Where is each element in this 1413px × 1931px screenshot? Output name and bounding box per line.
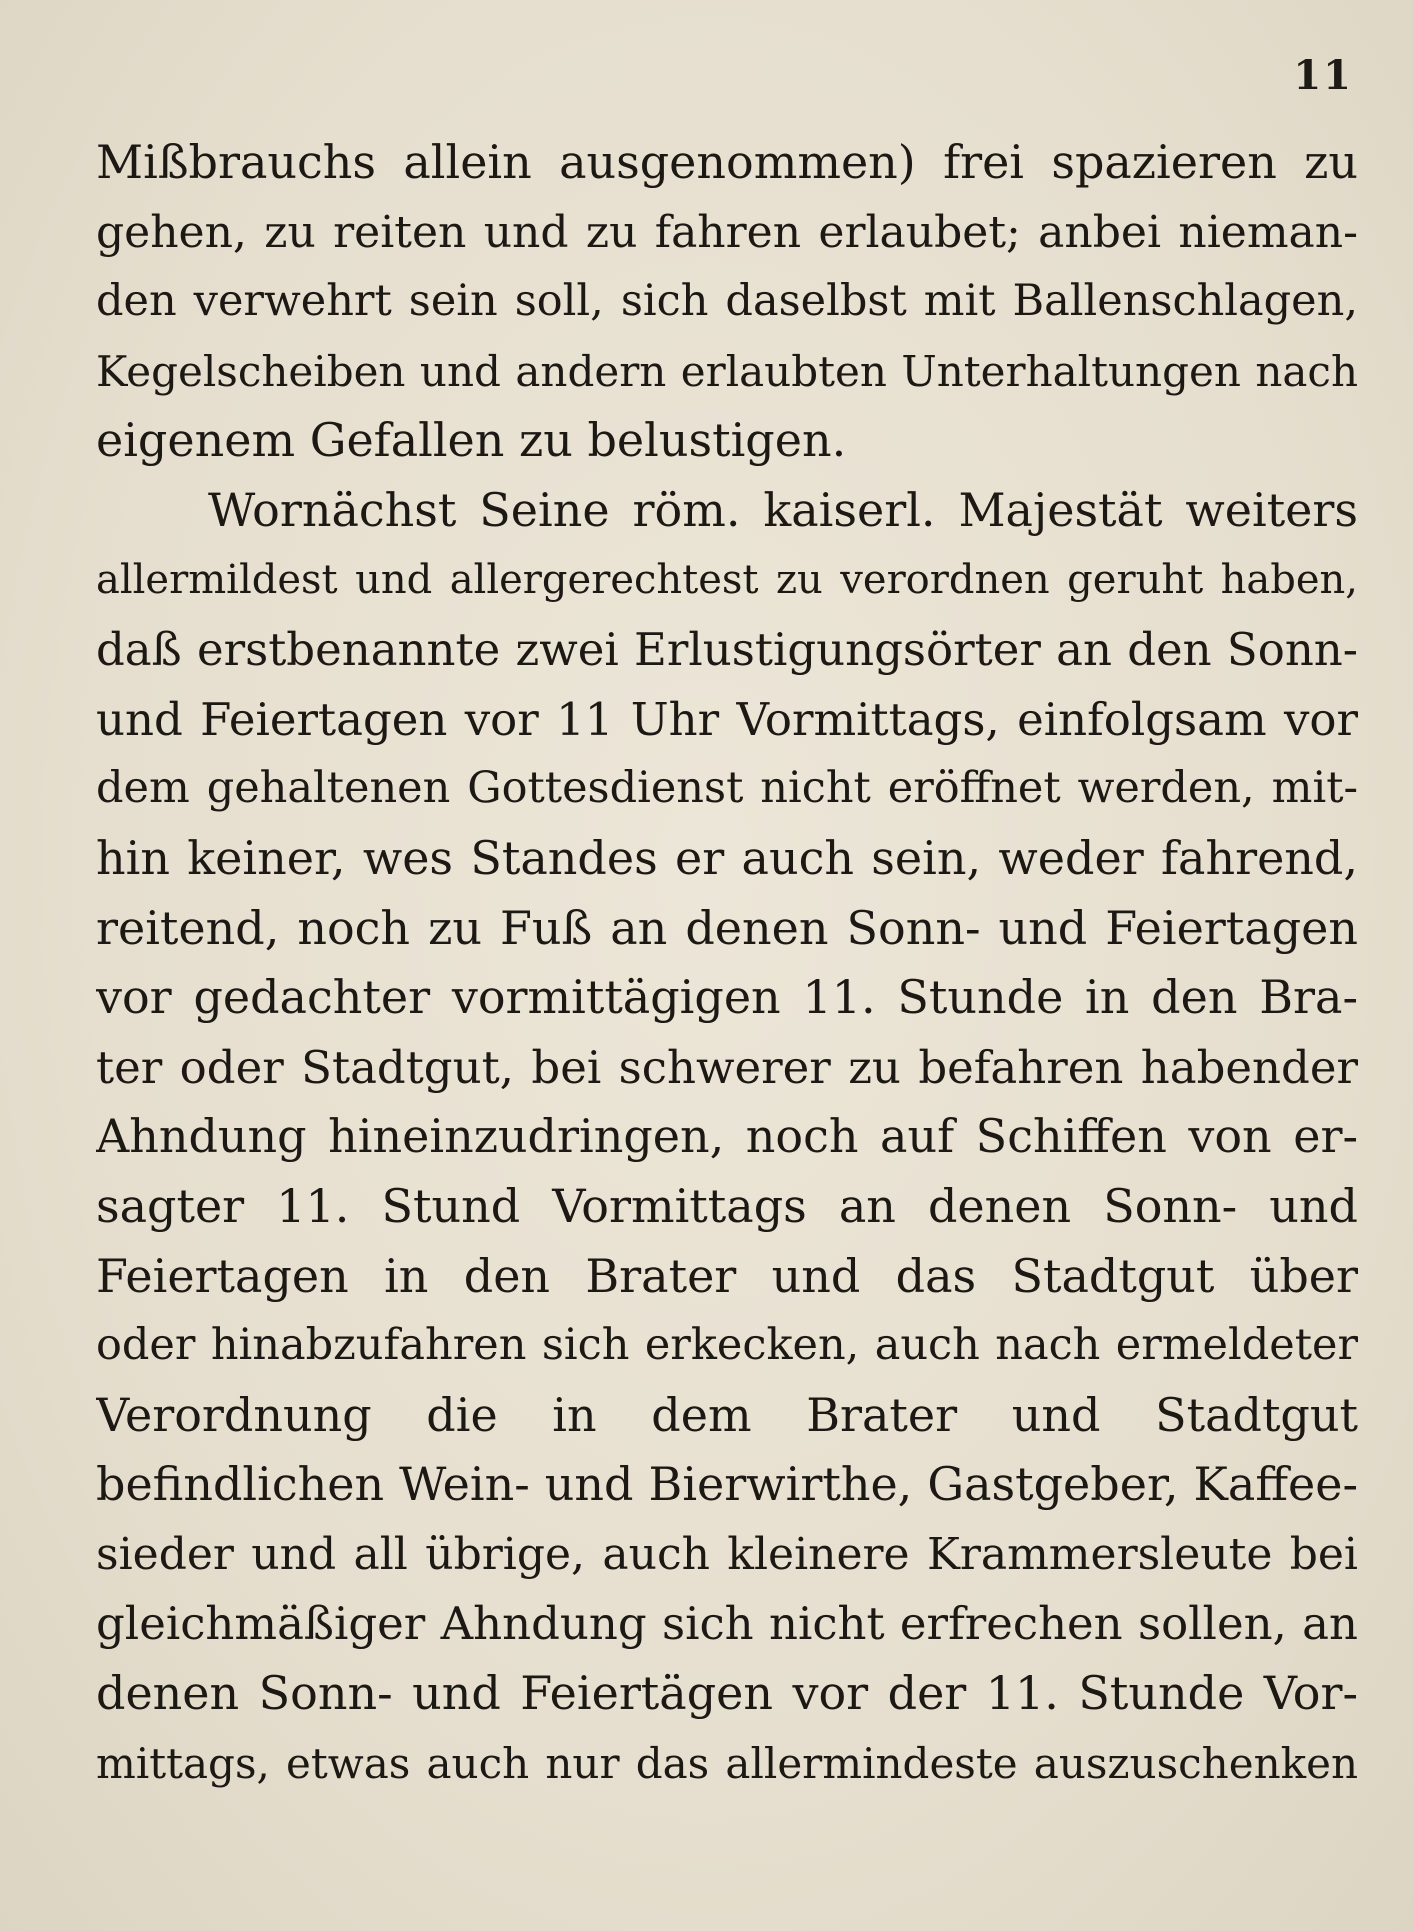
text-line: Wornächst Seine röm. kaiserl. Majestät weiters xyxy=(208,482,1358,537)
text-line: gleichmäßiger Ahndung sich nicht erfrechen sollen, an xyxy=(96,1597,1358,1651)
text-line: sieder und all übrige, auch kleinere Krammersleute bei xyxy=(96,1528,1358,1580)
text-line: daß erstbenannte zwei Erlustigungsörter an den Sonn- xyxy=(96,623,1358,677)
text-line: dem gehaltenen Gottesdienst nicht eröffnet werden, mit- xyxy=(96,763,1358,814)
body-text xyxy=(96,128,1358,1798)
text-line: denen Sonn- und Feiertägen vor der 11. Stunde Vor- xyxy=(96,1666,1358,1721)
text-line: Verordnung die in dem Brater und Stadtgut xyxy=(96,1387,1358,1442)
text-line: ter oder Stadtgut, bei schwerer zu befahren habender xyxy=(96,1040,1358,1094)
text-line: Ahndung hineinzudringen, noch auf Schiffen von er- xyxy=(96,1109,1358,1164)
text-line: Feiertagen in den Brater und das Stadtgut über xyxy=(96,1248,1358,1303)
text-line: mittags, etwas auch nur das allermindeste auszuschenken xyxy=(96,1738,1358,1788)
text-line: vor gedachter vormittägigen 11. Stunde in den Bra- xyxy=(96,970,1358,1025)
text-line: reitend, noch zu Fuß an denen Sonn- und Feiertagen xyxy=(96,900,1358,955)
text-line: und Feiertagen vor 11 Uhr Vormittags, einfolgsam vor xyxy=(96,692,1358,746)
text-line: allermildest und allergerechtest zu verordnen geruht haben, xyxy=(96,556,1358,603)
text-line: Mißbrauchs allein ausgenommen) frei spazieren zu xyxy=(96,135,1358,189)
text-line: sagter 11. Stund Vormittags an denen Sonn- und xyxy=(96,1178,1358,1233)
text-line: hin keiner, wes Standes er auch sein, weder fahrend, xyxy=(96,830,1358,885)
text-line: Kegelscheiben und andern erlaubten Unterhaltungen nach xyxy=(96,346,1358,396)
text-line: befindlichen Wein- und Bierwirthe, Gastgeber, Kaffee- xyxy=(96,1457,1358,1512)
page-number: 11 xyxy=(1293,52,1353,99)
text-line: gehen, zu reiten und zu fahren erlaubet; anbei nieman- xyxy=(96,206,1358,258)
text-line: eigenem Gefallen zu belustigen. xyxy=(96,413,847,468)
text-line: oder hinabzufahren sich erkecken, auch nach ermeldeter xyxy=(96,1320,1358,1371)
text-line: den verwehrt sein soll, sich daselbst mit Ballenschlagen, xyxy=(96,276,1358,327)
